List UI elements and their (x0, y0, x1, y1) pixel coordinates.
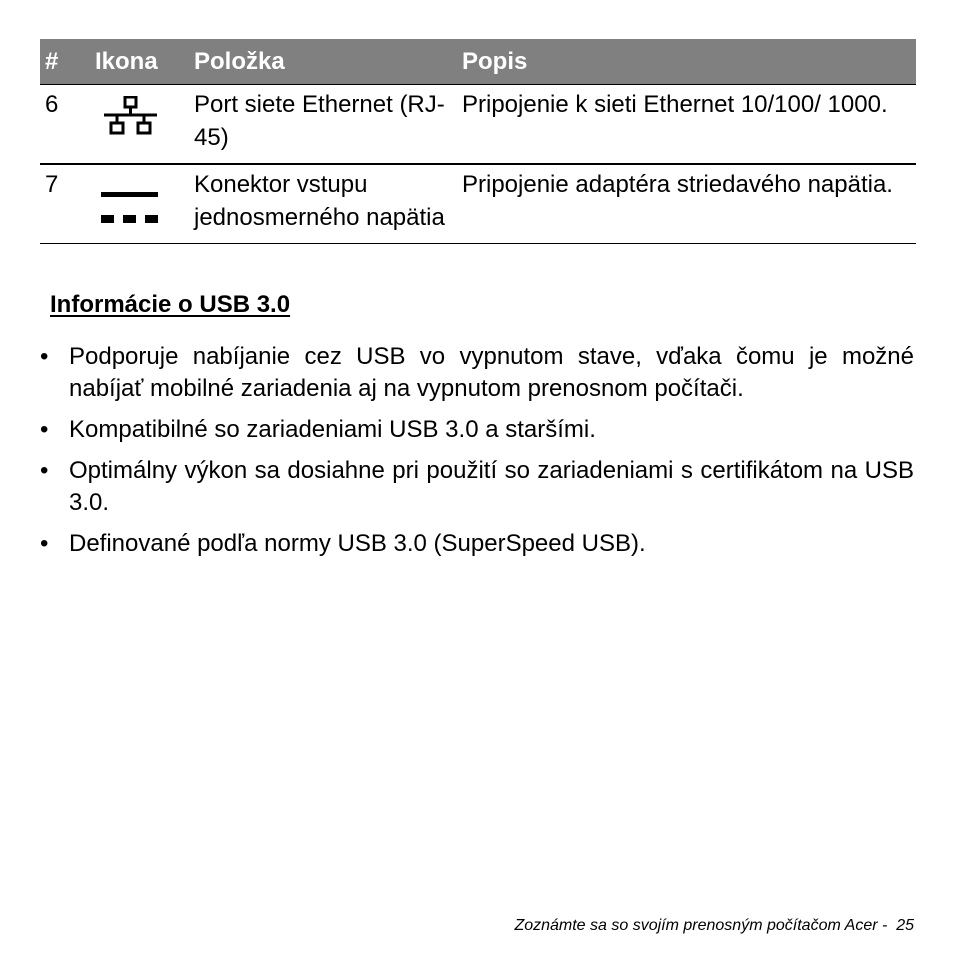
bullet-icon: • (40, 416, 49, 443)
list-item (40, 341, 914, 405)
list-item-text: Podporuje nabíjanie cez USB vo vypnutom stave, vďaka čomu je možné nabíjať mobilné zariadenia aj na vypnutom prenosnom počítači. (69, 343, 914, 402)
list-item-text: Optimálny výkon sa dosiahne pri použití so zariadeniami s certifikátom na USB 3.0. (69, 457, 914, 516)
bullet-list (40, 341, 914, 569)
row-number: 6 (40, 85, 90, 165)
list-item-text: Definované podľa normy USB 3.0 (SuperSpeed USB). (69, 530, 646, 557)
row-icon-cell (90, 85, 189, 165)
list-item (40, 414, 914, 446)
dc-power-icon (99, 188, 163, 228)
table-row (40, 164, 916, 244)
page-number: 25 (896, 917, 914, 934)
header-description: Popis (457, 39, 916, 85)
list-item (40, 455, 914, 519)
ports-table (40, 39, 916, 244)
header-item: Položka (189, 39, 457, 85)
bullet-icon: • (40, 343, 49, 370)
row-item: Port siete Ethernet (RJ-45) (189, 85, 457, 165)
section-title: Informácie o USB 3.0 (50, 291, 291, 318)
header-icon: Ikona (90, 39, 189, 85)
row-description: Pripojenie k sieti Ethernet 10/100/ 1000. (457, 85, 916, 165)
table-header-row (40, 39, 916, 85)
ethernet-network-icon (102, 96, 162, 146)
row-description: Pripojenie adaptéra striedavého napätia. (457, 164, 916, 244)
list-item (40, 528, 914, 560)
header-number: # (40, 39, 90, 85)
list-item-text: Kompatibilné so zariadeniami USB 3.0 a staršími. (69, 416, 596, 443)
page-footer (514, 917, 914, 935)
footer-text: Zoznámte sa so svojím prenosným počítačom Acer - (514, 917, 888, 934)
bullet-icon: • (40, 530, 49, 557)
table-row (40, 85, 916, 165)
bullet-icon: • (40, 457, 49, 484)
row-icon-cell (90, 164, 189, 244)
row-number: 7 (40, 164, 90, 244)
row-item: Konektor vstupu jednosmerného napätia (189, 164, 457, 244)
